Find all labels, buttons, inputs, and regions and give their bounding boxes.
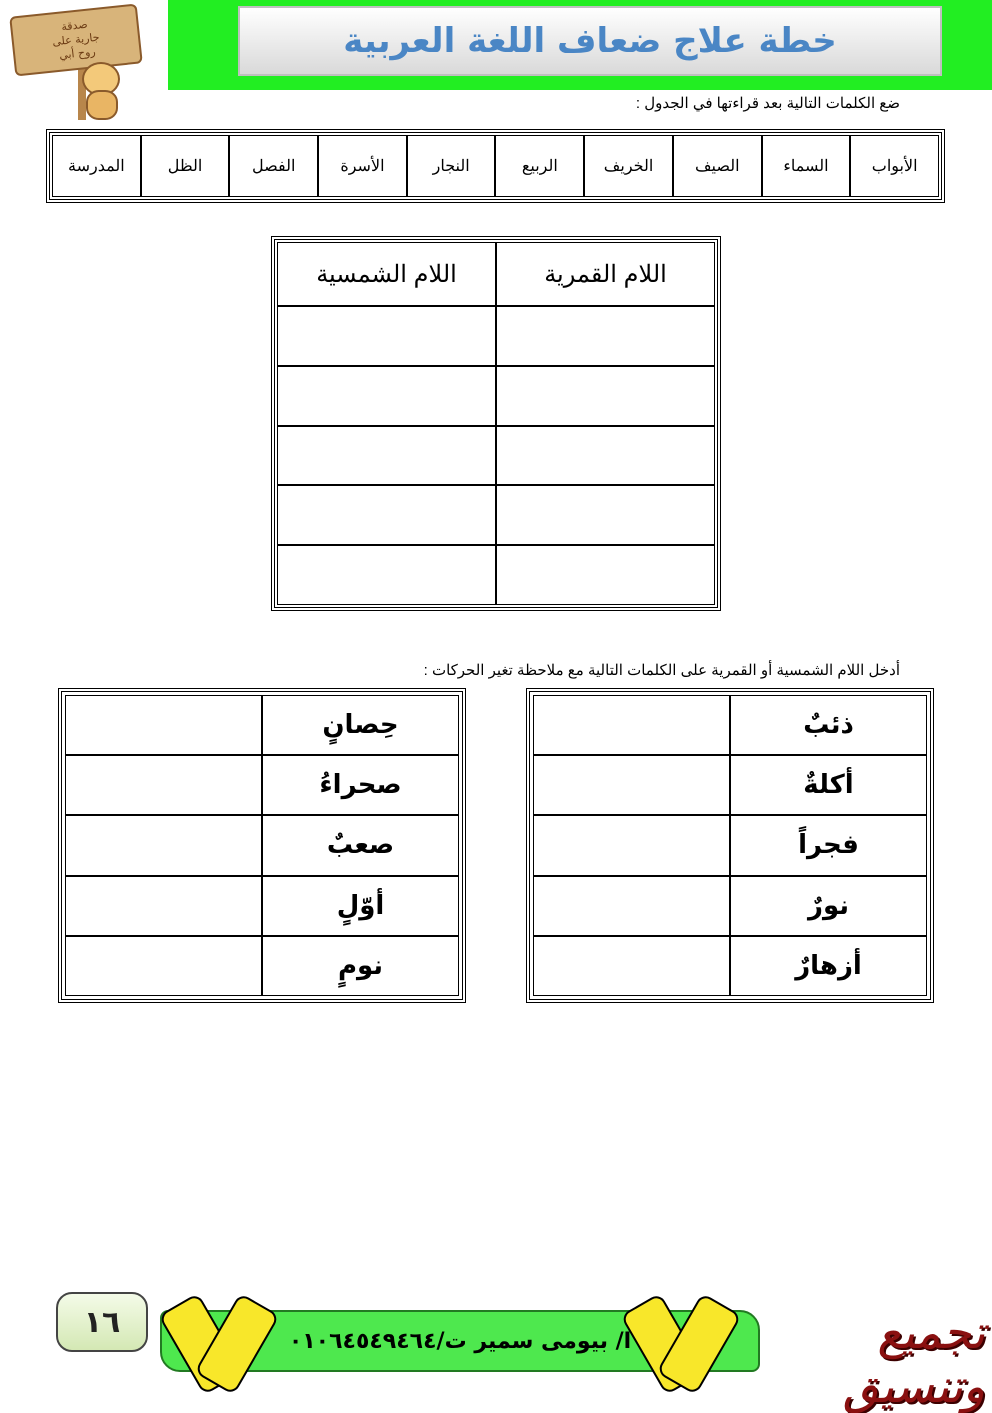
instruction-2: أدخل اللام الشمسية أو القمرية على الكلمات التالية مع ملاحظة تغير الحركات : [423,662,900,679]
answer-cell[interactable] [65,936,262,996]
word-cell: السماء [762,135,851,197]
answer-cell[interactable] [533,936,730,996]
answer-cell[interactable] [277,545,496,605]
word-cell: الصيف [673,135,762,197]
word-cell: النجار [407,135,496,197]
answer-cell[interactable] [533,755,730,815]
answer-cell[interactable] [533,815,730,875]
signature-text: تجميع وتنسيق [842,1305,985,1413]
word-cell: الربيع [495,135,584,197]
answer-cell[interactable] [65,876,262,936]
word-cell: صعبٌ [262,815,459,875]
answer-cell[interactable] [496,306,715,366]
words-table [46,129,945,203]
answer-cell[interactable] [277,306,496,366]
word-cell: نورٌ [730,876,927,936]
instruction-1: ضع الكلمات التالية بعد قراءتها في الجدول : [635,95,900,112]
answer-cell[interactable] [277,485,496,545]
page-number-box [56,1292,148,1352]
word-cell: الخريف [584,135,673,197]
vowel-table-left [58,688,466,1003]
word-cell: المدرسة [52,135,141,197]
answer-cell[interactable] [277,366,496,426]
answer-cell[interactable] [533,695,730,755]
word-cell: الأسرة [318,135,407,197]
answer-cell[interactable] [65,815,262,875]
word-cell: صحراءُ [262,755,459,815]
header-qamariya: اللام القمرية [496,242,715,306]
word-cell: فجراً [730,815,927,875]
word-cell: أزهارٌ [730,936,927,996]
page-title: خطة علاج ضعاف اللغة العربية [343,21,837,61]
vowel-table-right [526,688,934,1003]
answer-cell[interactable] [65,695,262,755]
author-text: ا/ بيومى سمير ت/٠١٠٦٤٥٤٩٤٦٤ [288,1328,632,1354]
header-shamsiya: اللام الشمسية [277,242,496,306]
answer-cell[interactable] [496,366,715,426]
answer-cell[interactable] [496,426,715,486]
answer-cell[interactable] [277,426,496,486]
lam-classification-table [271,236,721,611]
answer-cell[interactable] [533,876,730,936]
word-cell: أكلةٌ [730,755,927,815]
word-cell: أوّلٍ [262,876,459,936]
mascot-body-icon [86,90,118,120]
title-box [238,6,942,76]
word-cell: الأبواب [850,135,939,197]
word-cell: حِصانٍ [262,695,459,755]
word-cell: الفصل [229,135,318,197]
page-number: ١٦ [83,1304,121,1340]
word-cell: ذئبٌ [730,695,927,755]
answer-cell[interactable] [496,545,715,605]
sign-line-3: روح أبي [58,45,97,62]
dedication-sign [9,3,143,76]
sign-line-1: صدقة [60,17,89,34]
word-cell: الظل [141,135,230,197]
word-cell: نومٍ [262,936,459,996]
answer-cell[interactable] [65,755,262,815]
answer-cell[interactable] [496,485,715,545]
sign-line-2: جارية على [51,30,101,49]
